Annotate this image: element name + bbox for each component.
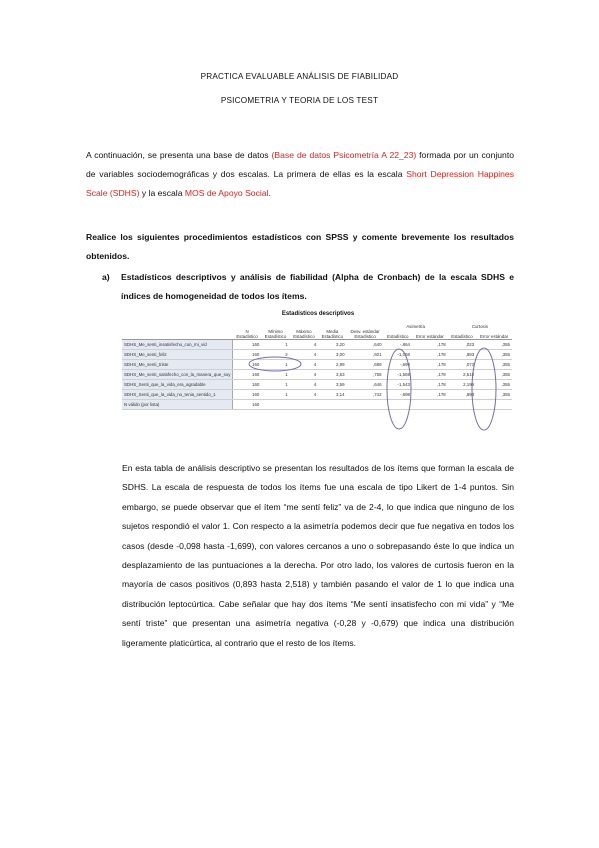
instructions-paragraph: Realice los siguientes procedimientos estadísticos con SPSS y comente brevemente los resultados obtenidos. — [86, 232, 514, 261]
table-cell: 4 — [290, 390, 318, 400]
row-label: N válido (por lista) — [122, 400, 233, 410]
table-cell: -,698 — [384, 390, 412, 400]
annotation-oval-asimetria — [387, 349, 411, 429]
row-label: SDHS_Senti_que_la_vida_era_agradable — [122, 380, 233, 390]
column-header: N Estadístico — [233, 329, 261, 340]
intro-text-2: formada por un conjunto de variables sociodemográficas y dos escalas. La primera de ellas es la escala — [86, 150, 514, 179]
intro-text-1: A continuación, se presenta una base de datos — [86, 150, 272, 160]
table-cell: 1 — [261, 390, 289, 400]
table-cell: 160 — [233, 360, 261, 370]
column-header: Mínimo Estadístico — [261, 329, 289, 340]
table-cell: ,601 — [347, 350, 384, 360]
table-cell: ,178 — [412, 380, 448, 390]
column-header: Error estándar — [476, 329, 512, 340]
table-cell: 4 — [290, 340, 318, 350]
table-cell: 3,59 — [318, 380, 346, 390]
row-label: SDHS_Me_senti_triste — [122, 360, 233, 370]
table-cell: 160 — [233, 390, 261, 400]
table-cell: -,699 — [384, 360, 412, 370]
table-cell: 2,199 — [448, 380, 476, 390]
table-cell: -,864 — [384, 340, 412, 350]
table-cell: ,178 — [412, 360, 448, 370]
table-cell: ,355 — [476, 350, 512, 360]
document-title: PRACTICA EVALUABLE ANÁLISIS DE FIABILIDAD — [200, 72, 399, 81]
table-cell: 4 — [290, 380, 318, 390]
table-cell: ,646 — [347, 380, 384, 390]
table-cell: ,355 — [476, 370, 512, 380]
table-cell: 1 — [261, 360, 289, 370]
analysis-paragraph: En esta tabla de análisis descriptivo se presentan los resultados de los ítems que forman la escala de SDHS. La escala de respuesta de todos los ítems fue una escala de tipo Likert de 1-4 puntos. Sin embargo, se puede observar que el ítem “me sentí feliz” va de 2-4, lo que indica que ninguno de los sujetos respondió el valor 1. Con respecto a la asimetría podemos decir que fue negativa en todos los casos (desde -0,098 hasta -1,699), con valores cercanos a uno o sobrepasando éste lo que indica un desplazamiento de las puntuaciones a la derecha. Por otro lado, los valores de curtosis fueron en la mayoría de casos positivos (0,893 hasta 2,518) y también pasando el valor de 1 lo que indica una distribución leptocúrtica. Cabe señalar que hay dos ítems “Me sentí insatisfecho con mi vida” y “Me sentí triste” que presentan una asimetría negativa (-0,28 y -0,679) que indica una distribución ligeramente platicúrtica, al contrario que el resto de los ítems. — [122, 463, 514, 648]
column-header: Máximo Estadístico — [290, 329, 318, 340]
row-label: SDHS_Me_senti_feliz — [122, 350, 233, 360]
table-cell: 160 — [233, 380, 261, 390]
document-subtitle: PSICOMETRIA Y TEORIA DE LOS TEST — [220, 96, 379, 105]
list-item-text: Estadísticos descriptivos y análisis de fiabilidad (Alpha de Cronbach) de la escala SDHS e índices de homogeneidad de todos los ítems. — [121, 272, 514, 301]
table-cell: 2 — [261, 350, 289, 360]
column-header: Estadístico — [384, 329, 412, 340]
table-cell: 3,14 — [318, 390, 346, 400]
column-header: Error estándar — [412, 329, 448, 340]
table-cell: ,178 — [412, 350, 448, 360]
row-label: SDHS_Me_senti_satisfecho_con_la_manera_que_soy — [122, 370, 233, 380]
table-cell: 160 — [233, 340, 261, 350]
table-cell: 160 — [233, 370, 261, 380]
table-cell: ,023 — [448, 340, 476, 350]
column-header: Estadístico — [448, 329, 476, 340]
intro-text-3: y la escala — [139, 188, 185, 198]
column-header: Desv. estándar Estadístico — [347, 329, 384, 340]
table-cell: 2,518 — [448, 370, 476, 380]
intro-text-4: . — [268, 188, 271, 198]
database-link[interactable]: (Base de datos Psicometría A 22_23) — [271, 150, 417, 160]
table-cell: 3,00 — [318, 350, 346, 360]
annotation-circle-min-max — [249, 357, 301, 371]
table-cell: ,178 — [412, 370, 448, 380]
table-cell: ,893 — [448, 390, 476, 400]
table-cell: ,689 — [347, 360, 384, 370]
table-cell: -1,058 — [384, 350, 412, 360]
table-cell: -1,543 — [384, 380, 412, 390]
table-cell: 4 — [290, 350, 318, 360]
table-cell: ,355 — [476, 360, 512, 370]
table-cell: ,758 — [347, 370, 384, 380]
table-cell: 1 — [261, 340, 289, 350]
table-cell: 4 — [290, 370, 318, 380]
table-cell: 4 — [290, 360, 318, 370]
list-marker: a) — [102, 272, 110, 282]
table-cell: 3,53 — [318, 370, 346, 380]
table-cell: 160 — [233, 350, 261, 360]
table-cell: -1,569 — [384, 370, 412, 380]
row-label: SDHS_Me_senti_insatisfecho_con_mi_vid — [122, 340, 233, 350]
table-title: Estadísticos descriptivos — [281, 311, 355, 317]
table-cell: ,178 — [412, 390, 448, 400]
table-cell: ,742 — [347, 390, 384, 400]
group-header-curtosis: Curtosis — [471, 324, 488, 329]
table-cell: ,893 — [448, 350, 476, 360]
table-cell: 1 — [261, 380, 289, 390]
table-cell: ,178 — [412, 340, 448, 350]
annotation-oval-curtosis — [472, 348, 496, 430]
table-cell: ,073 — [448, 360, 476, 370]
table-cell: 2,99 — [318, 360, 346, 370]
column-header: Media Estadístico — [318, 329, 346, 340]
sdhs-scale-name: Short Depression Happines Scale (SDHS) — [86, 169, 515, 198]
table-cell: ,355 — [476, 340, 512, 350]
table-cell: ,355 — [476, 380, 512, 390]
table-cell: 160 — [233, 400, 261, 410]
mos-scale-name: MOS de Apoyo Social — [184, 188, 269, 198]
table-cell: 3,20 — [318, 340, 346, 350]
table-cell: 1 — [261, 370, 289, 380]
table-cell: ,640 — [347, 340, 384, 350]
group-header-asimetria: Asimetría — [406, 324, 425, 329]
table-cell: ,355 — [476, 390, 512, 400]
row-label: SDHS_Senti_que_la_vida_no_tenia_sentido_1 — [122, 390, 233, 400]
